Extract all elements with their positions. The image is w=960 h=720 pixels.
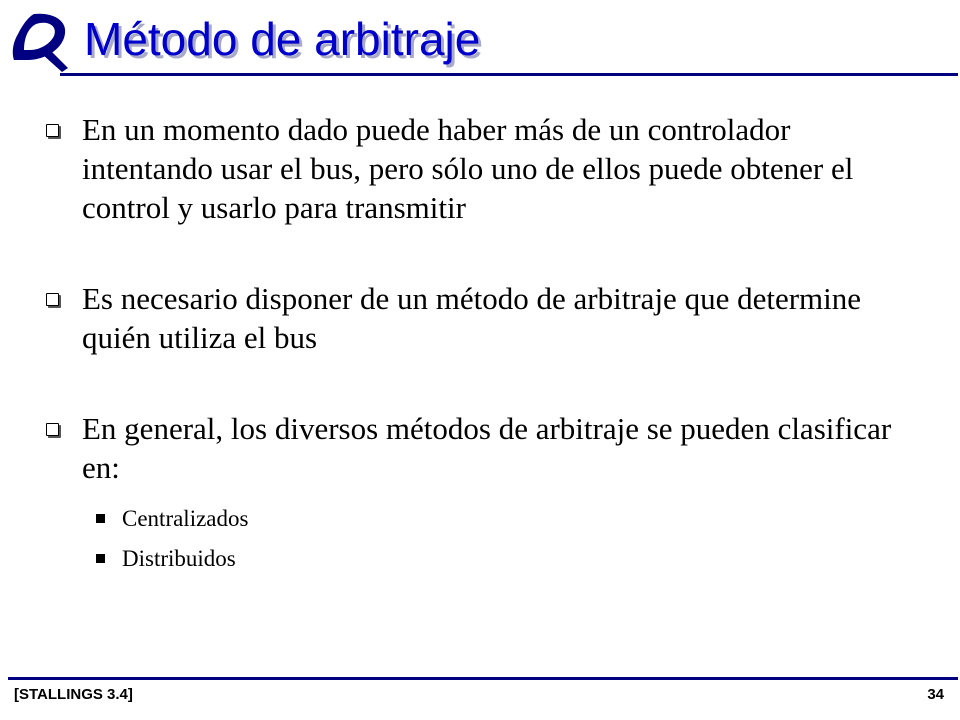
title-underline: [60, 73, 958, 76]
hollow-square-bullet-icon: [46, 124, 59, 137]
sub-bullet-text: Distribuidos: [122, 546, 236, 571]
bullet-point: [46, 279, 926, 357]
sub-list: [82, 499, 926, 579]
bullet-text: En general, los diversos métodos de arbitraje se pueden clasificar en:: [82, 411, 892, 485]
logo-icon: [4, 8, 76, 74]
page-number: 34: [927, 686, 944, 703]
bullet-point: [46, 110, 926, 227]
sub-bullet-point: [82, 539, 926, 579]
filled-square-bullet-icon: [96, 554, 105, 563]
sub-bullet-point: [82, 499, 926, 539]
filled-square-bullet-icon: [96, 514, 105, 523]
slide-title: Método de arbitraje: [84, 13, 481, 65]
footer-reference: [STALLINGS 3.4]: [14, 686, 133, 703]
bullet-point: [46, 409, 926, 579]
slide-body: [46, 110, 926, 579]
bullet-text: En un momento dado puede haber más de un controlador intentando usar el bus, pero sólo uno de ellos puede obtener el control y usarlo para transmitir: [82, 112, 854, 225]
hollow-square-bullet-icon: [46, 423, 59, 436]
sub-bullet-text: Centralizados: [122, 506, 249, 531]
footer-rule: [8, 677, 958, 680]
hollow-square-bullet-icon: [46, 293, 59, 306]
bullet-text: Es necesario disponer de un método de arbitraje que determine quién utiliza el bus: [82, 281, 862, 355]
